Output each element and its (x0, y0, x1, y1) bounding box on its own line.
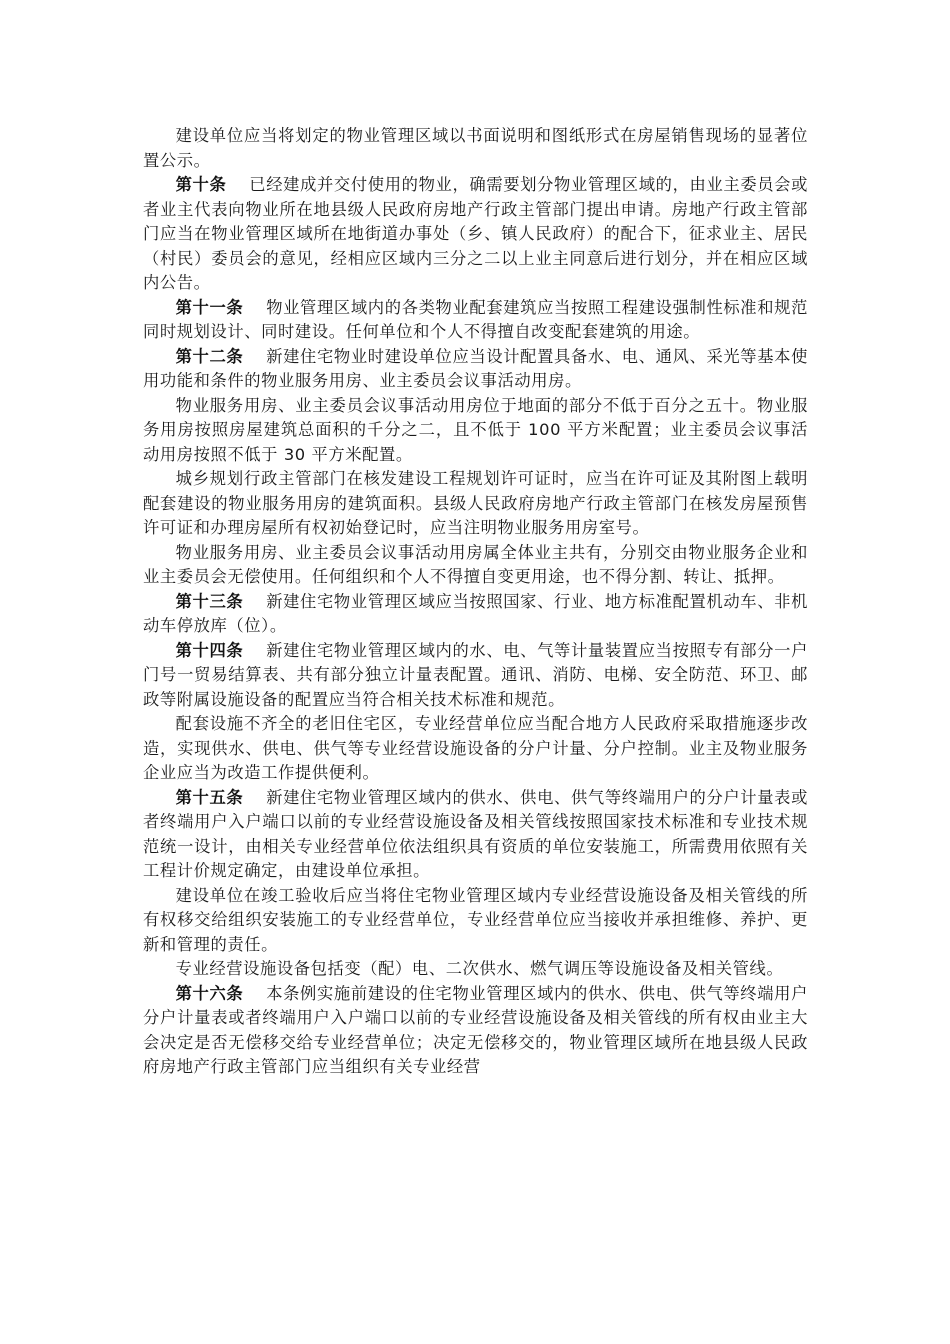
paragraph-text: 城乡规划行政主管部门在核发建设工程规划许可证时，应当在许可证及其附图上载明配套建设的物业服务用房的建筑面积。县级人民政府房地产行政主管部门在核发房屋预售许可证和办理房屋所有权初始登记时，应当注明物业服务用房室号。 (143, 469, 808, 537)
article-number: 第十三条 (175, 591, 244, 611)
paragraph-text: 配套设施不齐全的老旧住宅区，专业经营单位应当配合地方人民政府采取措施逐步改造，实现供水、供电、供气等专业经营设施设备的分户计量、分户控制。业主及物业服务企业应当为改造工作提供便利。 (143, 714, 808, 782)
paragraph-text: 物业服务用房、业主委员会议事活动用房位于地面的部分不低于百分之五十。物业服务用房按照房屋建筑总面积的千分之二，且不低于 100 平方米配置；业主委员会议事活动用房按照不低于 30 平方米配置。 (143, 395, 808, 464)
paragraph-text: 新建住宅物业管理区域内的供水、供电、供气等终端用户的分户计量表或者终端用户入户端口以前的专业经营设施设备及相关管线按照国家技术标准和专业技术规范统一设计，由相关专业经营单位依法组织具有资质的单位安装施工，所需费用依照有关工程计价规定确定，由建设单位承担。 (143, 787, 808, 880)
article-number: 第十四条 (175, 640, 244, 660)
document-page (143, 124, 808, 1080)
paragraph-text: 新建住宅物业管理区域应当按照国家、行业、地方标准配置机动车、非机动车停放库（位）。 (143, 591, 808, 635)
article-12 (143, 345, 808, 394)
article-number: 第十条 (175, 175, 227, 194)
article-number: 第十五条 (175, 787, 244, 807)
article-11 (143, 296, 808, 345)
article-14-clause-2 (143, 712, 808, 786)
paragraph-text: 本条例实施前建设的住宅物业管理区域内的供水、供电、供气等终端用户分户计量表或者终端用户入户端口以前的专业经营设施设备及相关管线的所有权由业主大会决定是否无偿移交给专业经营单位；决定无偿移交的，物业管理区域所在地县级人民政府房地产行政主管部门应当组织有关专业经营 (143, 983, 808, 1076)
article-12-clause-3 (143, 467, 808, 541)
article-number: 第十六条 (175, 983, 244, 1003)
article-15-clause-2 (143, 884, 808, 958)
paragraph-text: 新建住宅物业管理区域内的水、电、气等计量装置应当按照专有部分一户门号一贸易结算表、共有部分独立计量表配置。通讯、消防、电梯、安全防范、环卫、邮政等附属设施设备的配置应当符合相关技术标准和规范。 (143, 640, 808, 709)
paragraph-1 (143, 124, 808, 173)
paragraph-text: 建设单位在竣工验收后应当将住宅物业管理区域内专业经营设施设备及相关管线的所有权移交给组织安装施工的专业经营单位，专业经营单位应当接收并承担维修、养护、更新和管理的责任。 (143, 885, 808, 954)
article-13 (143, 590, 808, 639)
paragraph-text: 物业服务用房、业主委员会议事活动用房属全体业主共有，分别交由物业服务企业和业主委员会无偿使用。任何组织和个人不得擅自变更用途，也不得分割、转让、抵押。 (143, 542, 808, 586)
paragraph-text: 专业经营设施设备包括变（配）电、二次供水、燃气调压等设施设备及相关管线。 (175, 959, 784, 978)
article-12-clause-4 (143, 541, 808, 590)
article-number: 第十二条 (175, 346, 244, 366)
article-10 (143, 173, 808, 296)
paragraph-text: 新建住宅物业时建设单位应当设计配置具备水、电、通风、采光等基本使用功能和条件的物业服务用房、业主委员会议事活动用房。 (143, 346, 808, 390)
paragraph-text: 物业管理区域内的各类物业配套建筑应当按照工程建设强制性标准和规范同时规划设计、同时建设。任何单位和个人不得擅自改变配套建筑的用途。 (143, 297, 808, 341)
article-15 (143, 786, 808, 884)
article-14 (143, 639, 808, 713)
paragraph-text: 建设单位应当将划定的物业管理区域以书面说明和图纸形式在房屋销售现场的显著位置公示。 (143, 126, 808, 170)
paragraph-text: 已经建成并交付使用的物业，确需要划分物业管理区域的，由业主委员会或者业主代表向物业所在地县级人民政府房地产行政主管部门提出申请。房地产行政主管部门应当在物业管理区域所在地街道办事处（乡、镇人民政府）的配合下，征求业主、居民（村民）委员会的意见，经相应区域内三分之二以上业主同意后进行划分，并在相应区域内公告。 (143, 175, 808, 292)
article-15-clause-3 (143, 957, 808, 982)
article-number: 第十一条 (175, 297, 244, 317)
article-16 (143, 982, 808, 1080)
article-12-clause-2 (143, 394, 808, 468)
